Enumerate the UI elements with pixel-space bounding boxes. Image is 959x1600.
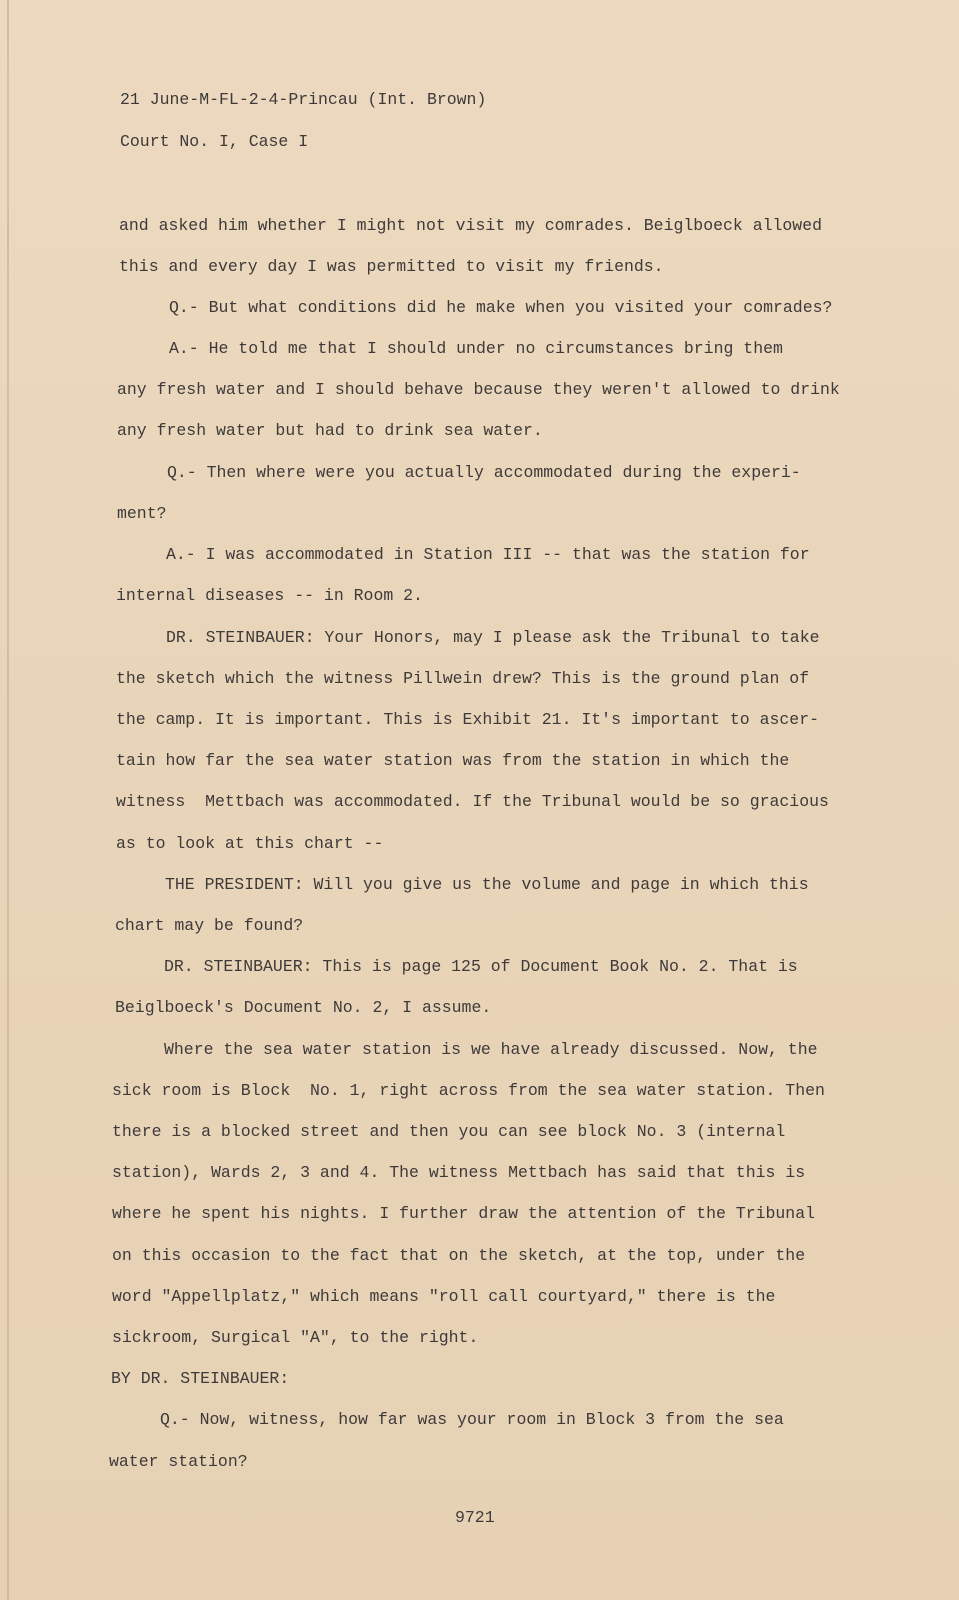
body-line-23: there is a blocked street and then you can see block No. 3 (internal xyxy=(112,1122,786,1141)
body-line-12: the sketch which the witness Pillwein drew? This is the ground plan of xyxy=(116,669,810,688)
body-line-29: BY DR. STEINBAUER: xyxy=(111,1369,290,1388)
body-line-19: DR. STEINBAUER: This is page 125 of Document Book No. 2. That is xyxy=(164,957,798,976)
body-line-8: ment? xyxy=(117,504,167,523)
body-line-25: where he spent his nights. I further draw the attention of the Tribunal xyxy=(112,1204,816,1223)
body-line-30: Q.- Now, witness, how far was your room in Block 3 from the sea xyxy=(160,1410,784,1429)
header-line-2: Court No. I, Case I xyxy=(120,132,309,151)
body-line-15: witness Mettbach was accommodated. If the Tribunal would be so gracious xyxy=(116,792,829,811)
body-line-11: DR. STEINBAUER: Your Honors, may I please ask the Tribunal to take xyxy=(166,628,820,647)
body-line-22: sick room is Block No. 1, right across from the sea water station. Then xyxy=(112,1081,825,1100)
body-line-13: the camp. It is important. This is Exhibit 21. It's important to ascer- xyxy=(116,710,820,729)
body-line-28: sickroom, Surgical "A", to the right. xyxy=(112,1328,479,1347)
body-line-9: A.- I was accommodated in Station III -- that was the station for xyxy=(166,545,810,564)
body-line-31: water station? xyxy=(109,1452,248,1471)
body-line-10: internal diseases -- in Room 2. xyxy=(116,586,423,605)
body-line-18: chart may be found? xyxy=(115,916,304,935)
body-line-7: Q.- Then where were you actually accommodated during the experi- xyxy=(167,463,801,482)
body-line-21: Where the sea water station is we have already discussed. Now, the xyxy=(164,1040,818,1059)
page-fold-shadow xyxy=(7,0,9,1600)
body-line-6: any fresh water but had to drink sea water. xyxy=(117,421,543,440)
page-number: 9721 xyxy=(455,1508,495,1527)
body-line-16: as to look at this chart -- xyxy=(116,834,384,853)
body-line-14: tain how far the sea water station was from the station in which the xyxy=(116,751,790,770)
body-line-27: word "Appellplatz," which means "roll call courtyard," there is the xyxy=(112,1287,776,1306)
body-line-4: A.- He told me that I should under no circumstances bring them xyxy=(169,339,783,358)
body-line-3: Q.- But what conditions did he make when you visited your comrades? xyxy=(169,298,833,317)
body-line-1: and asked him whether I might not visit my comrades. Beiglboeck allowed xyxy=(119,216,823,235)
body-line-24: station), Wards 2, 3 and 4. The witness Mettbach has said that this is xyxy=(112,1163,806,1182)
body-line-2: this and every day I was permitted to visit my friends. xyxy=(119,257,664,276)
header-line-1: 21 June-M-FL-2-4-Princau (Int. Brown) xyxy=(120,90,487,109)
body-line-26: on this occasion to the fact that on the sketch, at the top, under the xyxy=(112,1246,806,1265)
body-line-5: any fresh water and I should behave because they weren't allowed to drink xyxy=(117,380,840,399)
body-line-20: Beiglboeck's Document No. 2, I assume. xyxy=(115,998,492,1017)
body-line-17: THE PRESIDENT: Will you give us the volume and page in which this xyxy=(165,875,809,894)
